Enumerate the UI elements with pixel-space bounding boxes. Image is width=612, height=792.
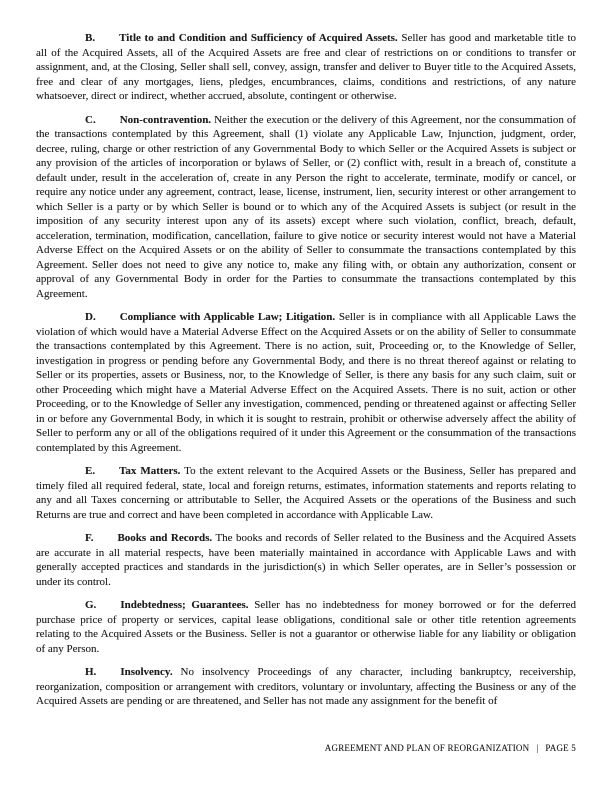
section-c-heading: Non-contravention. (119, 113, 212, 126)
section-b-heading: Title to and Condition and Sufficiency of Acquired Assets. (119, 32, 398, 44)
footer-document-title: AGREEMENT AND PLAN OF REORGANIZATION (324, 743, 530, 753)
section-h-body: No insolvency Proceedings of any character, including bankruptcy, receivership, reorganization, composition or arrangement with creditors, voluntary or involuntary, affecting the Business or any of the Acquired Assets are pending or are threatened, and Seller has not made any assignment for the benefit of (36, 666, 577, 707)
document-content (36, 31, 576, 718)
section-g-body: Seller has no indebtedness for money borrowed or for the deferred purchase price of property or services, capital lease obligations, conditional sale or other title retention agreements relating to the Acquired Assets or the Business. Seller is not a guarantor or otherwise liable for any liability or obligation of any Person. (36, 599, 577, 655)
section-e-paragraph (36, 464, 576, 522)
section-d-letter: D. (85, 311, 96, 323)
section-c-paragraph (36, 113, 576, 302)
section-e-heading: Tax Matters. (119, 465, 181, 477)
footer-page-number: PAGE 5 (545, 743, 576, 753)
section-b-letter: B. (85, 32, 96, 44)
section-h-paragraph (36, 665, 576, 709)
section-g-paragraph (36, 598, 576, 656)
section-d-heading: Compliance with Applicable Law; Litigation. (119, 311, 336, 323)
section-h-heading: Insolvency. (120, 666, 173, 678)
page-footer (325, 743, 576, 753)
section-f-heading: Books and Records. (117, 532, 213, 544)
section-g-heading: Indebtedness; Guarantees. (120, 599, 249, 611)
section-d-paragraph (36, 310, 576, 455)
section-c-letter: C. (85, 113, 96, 126)
section-g-letter: G. (85, 599, 97, 611)
section-b-body: Seller has good and marketable title to all of the Acquired Assets, all of the Acquired Assets are free and clear of restrictions on or conditions to transfer or assignment, and, at the Closing, Seller shall sell, convey, assign, transfer and deliver to Buyer title to the Acquired Assets, free and clear of any mortgages, liens, pledges, encumbrances, claims, conditions and restrictions, of any nature whatsoever, direct or indirect, whether accrued, absolute, contingent or otherwise. (36, 32, 577, 102)
section-c-body: Neither the execution or the delivery of this Agreement, nor the consummation of the transactions contemplated by this Agreement, shall (1) violate any Applicable Law, Injunction, judgment, order, decree, ruling, charge or other restriction of any Governmental Body to which Seller or the Acquired Assets is subject or any provision of the articles of incorporation or bylaws of Seller, or (2) conflict with, result in a breach of, constitute a default under, result in the acceleration of, create in any Person the right to accelerate, terminate, modify or cancel, or require any notice under any agreement, contract, lease, license, instrument, lien, security interest or other arrangement to which Seller is a party or by which Seller is bound or to which any of the Acquired Assets is subject (or result in the imposition of any security interest upon any of its assets) except where such violation, conflict, breach, default, acceleration, termination, modification, cancellation, failure to give notice or security interest would not have a Material Adverse Effect on the Acquired Assets or on the ability of Seller to consummate the transactions contemplated by this Agreement. Seller does not need to give any notice to, make any filing with, or obtain any authorization, consent or approval of any Governmental Body in order for the Parties to consummate the transactions contemplated by this Agreement. (36, 113, 576, 300)
footer-separator: | (536, 743, 539, 753)
section-f-letter: F. (85, 532, 94, 544)
section-f-paragraph (36, 531, 576, 589)
section-d-body: Seller is in compliance with all Applicable Laws the violation of which would have a Material Adverse Effect on the Acquired Assets or on the ability of Seller to consummate the transactions contemplated by this Agreement. There is no action, suit, Proceeding or, to the Knowledge of Seller, investigation in progress or pending before any Governmental Body, and there is no threat thereof against or relating to Seller or its properties, assets or Business, nor, to the Knowledge of Seller, is there any basis for any such claim, suit or other Proceeding which might have a Material Adverse Effect on the Acquired Assets. There is no suit, action or other Proceeding, or to the Knowledge of Seller any investigation, commenced, pending or threatened against or affecting Seller in or before any Governmental Body, in which it is sought to restrain, prohibit or otherwise adversely affect the ability of Seller to perform any or all of the obligations required of it under this Agreement or the consummation of the transactions contemplated by this Agreement. (36, 311, 577, 454)
section-e-letter: E. (85, 465, 96, 477)
section-e-body: To the extent relevant to the Acquired Assets or the Business, Seller has prepared and timely filed all required federal, state, local and foreign returns, estimates, information statements and reports relating to any and all Taxes concerning or attributable to Seller, the Acquired Assets or the operations of the Business and such Returns are true and correct and have been completed in accordance with Applicable Law. (36, 465, 576, 521)
section-h-letter: H. (85, 666, 97, 678)
section-b-paragraph (36, 31, 576, 104)
section-f-body: The books and records of Seller related to the Business and the Acquired Assets are accurate in all material respects, have been materially maintained in accordance with Applicable Laws and with generally accepted practices and standards in the jurisdiction(s) in which Seller operates, are in Seller’s possession or under its control. (36, 532, 576, 588)
